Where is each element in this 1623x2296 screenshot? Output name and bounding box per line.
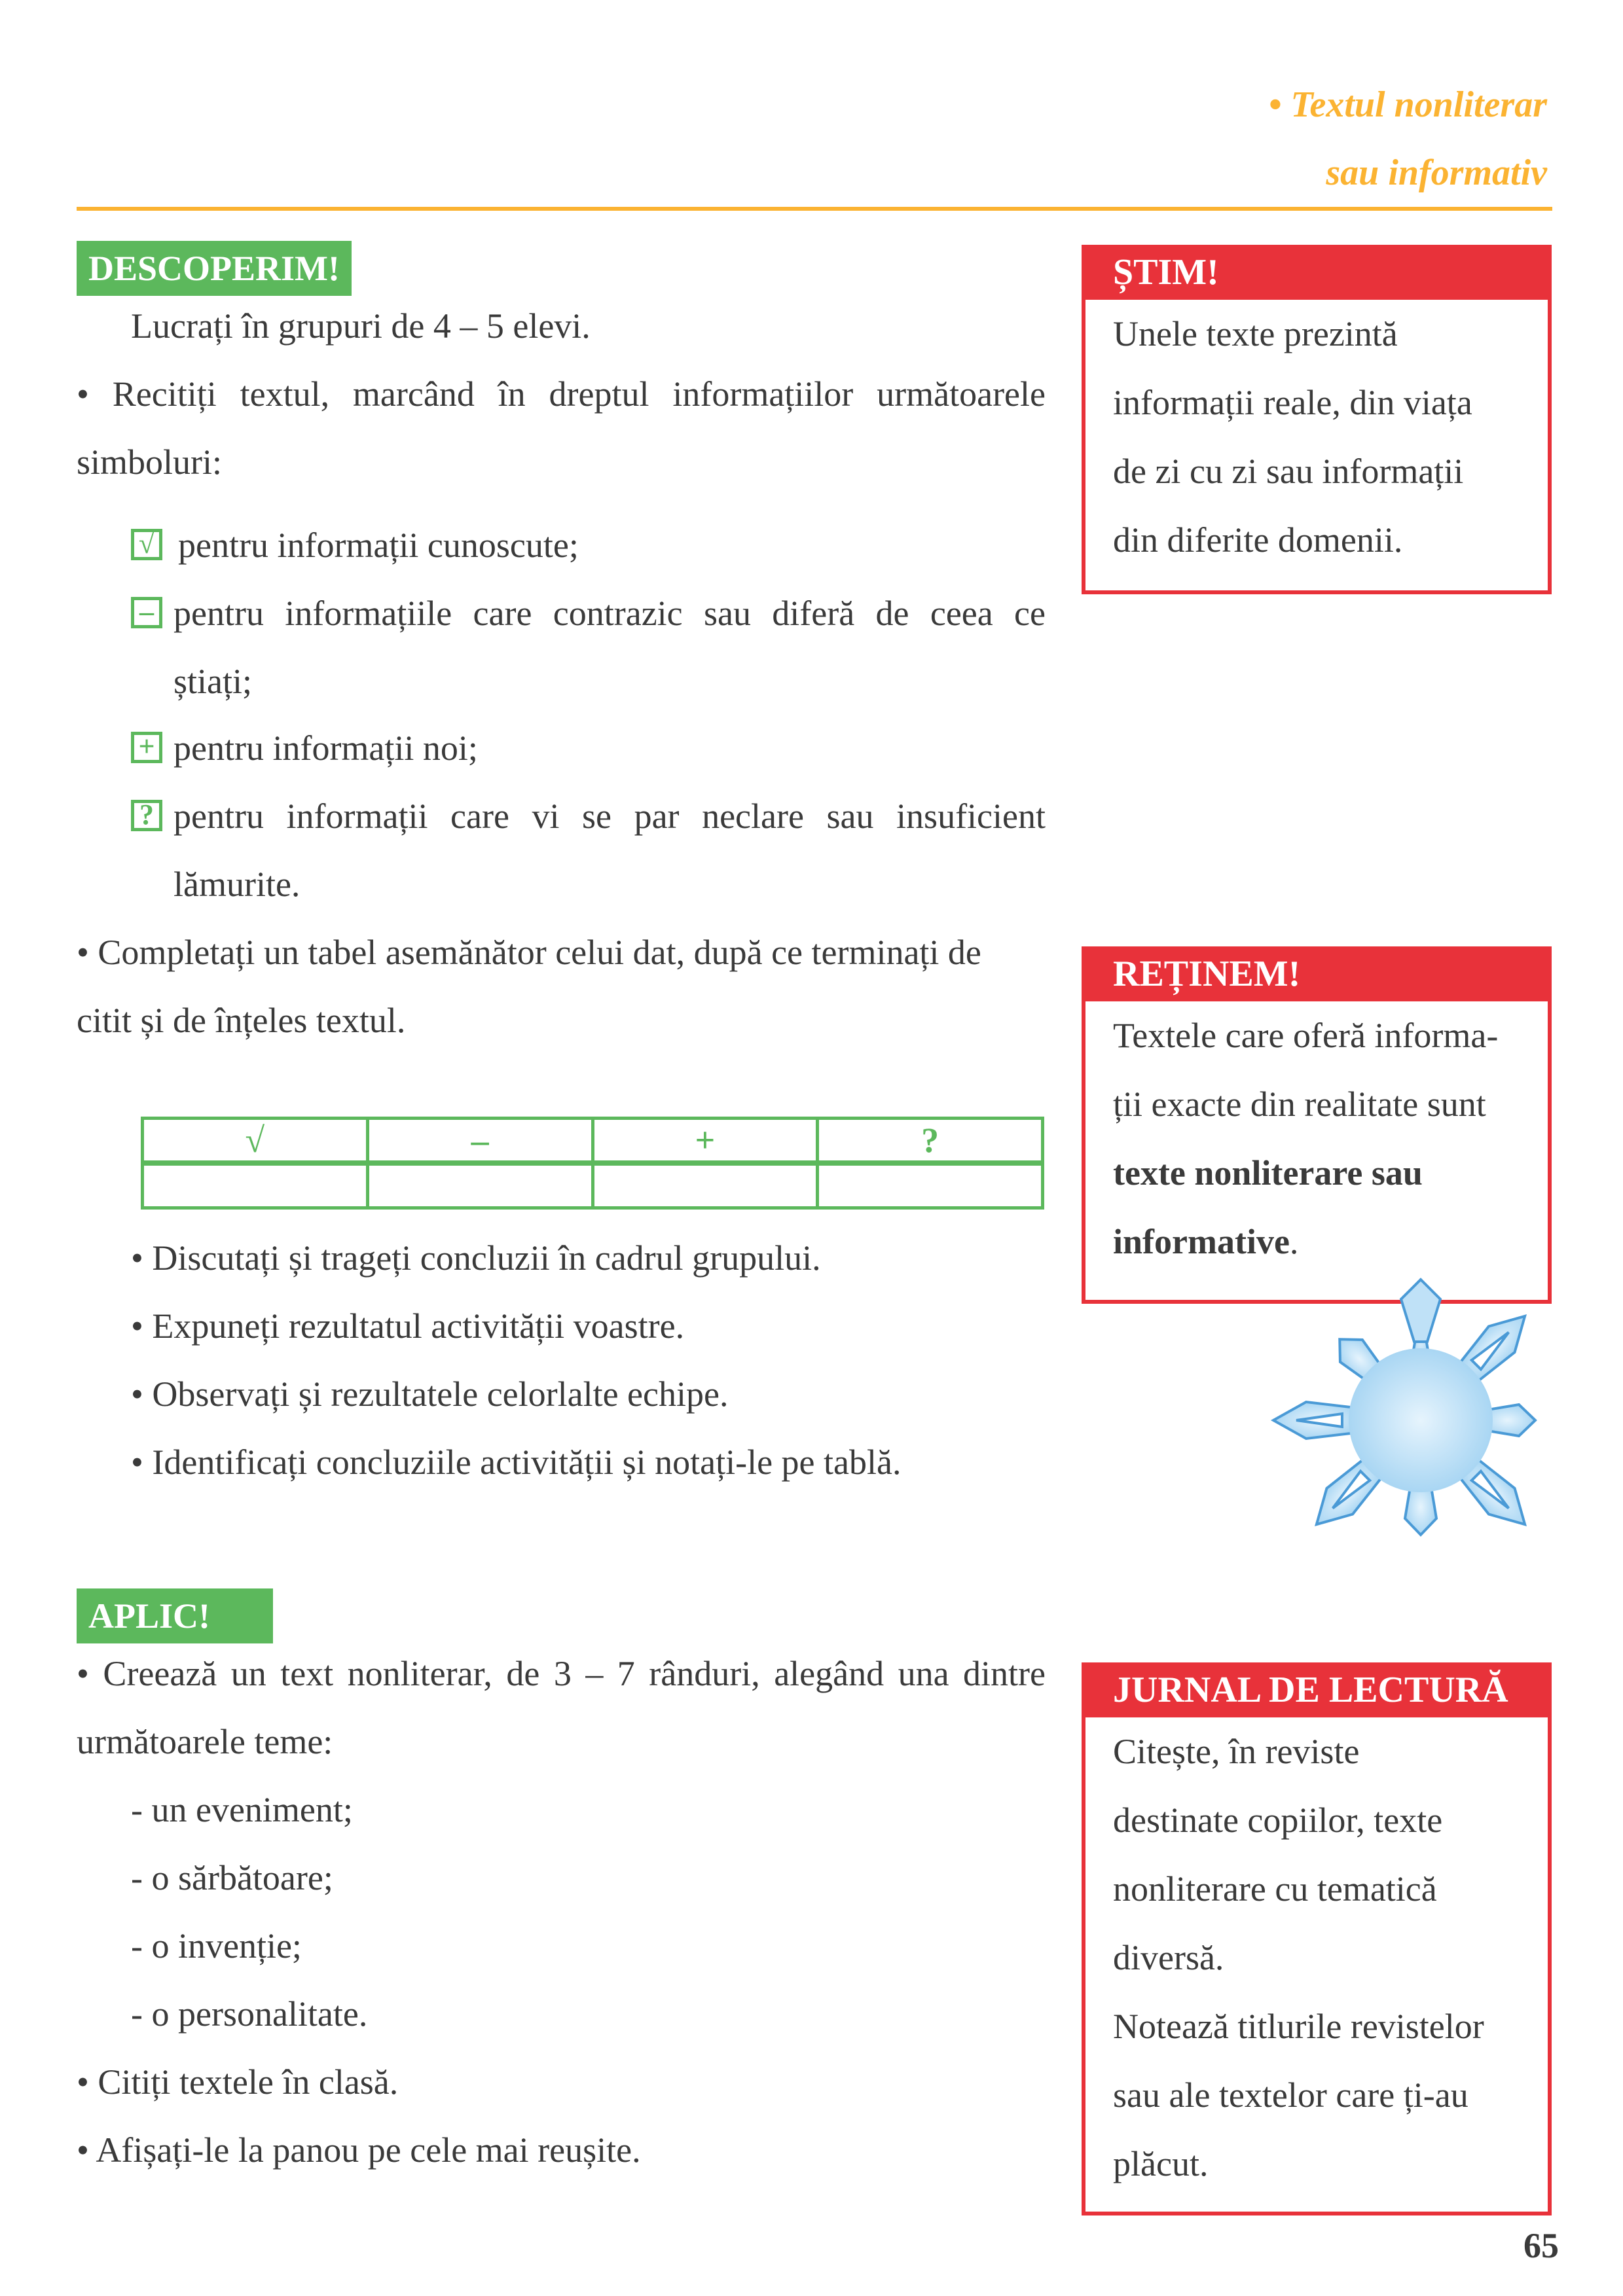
table-header-question: ? — [818, 1119, 1043, 1164]
symbol-item-question — [131, 800, 162, 831]
symbol-text-minus-line1: pentru informațiile care contrazic sau diferă de ceea ce — [173, 594, 1046, 633]
retinem-line: ții exacte din realitate sunt — [1113, 1085, 1486, 1124]
step-present: • Expuneți rezultatul activității voastre. — [131, 1306, 685, 1346]
question-icon: ? — [131, 800, 162, 831]
jurnal-line: Notează titlurile revistelor — [1113, 2007, 1484, 2046]
table-row — [143, 1163, 1043, 1208]
stim-body — [1085, 300, 1548, 575]
table-cell[interactable] — [367, 1163, 593, 1208]
jurnal-line: nonliterare cu tematică — [1113, 1869, 1437, 1909]
symbol-table — [141, 1117, 1044, 1210]
chapter-title-line1: • Textul nonliterar — [1268, 84, 1547, 125]
aplic-task-line1: • Creează un text nonliterar, de 3 – 7 rânduri, alegând una dintre — [77, 1654, 1046, 1693]
symbol-item-check — [131, 529, 162, 560]
aplic-step-read: • Citiți textele în clasă. — [77, 2062, 399, 2102]
descoperim-instruction-line1: • Recitiți textul, marcând în dreptul informațiilor următoarele — [77, 374, 1046, 414]
symbol-text-question-line2: lămurite. — [173, 865, 301, 904]
symbol-text-question-line1: pentru informații care vi se par neclare sau insuficient — [173, 797, 1046, 836]
table-header-plus: + — [593, 1119, 818, 1164]
step-identify: • Identificați concluziile activității și notați-le pe tablă. — [131, 1443, 902, 1482]
retinem-box — [1082, 946, 1552, 1304]
aplic-label: APLIC! — [77, 1588, 273, 1643]
chapter-title-line2: sau informativ — [1326, 152, 1547, 193]
table-instruction-line1: • Completați un tabel asemănător celui dat, după ce terminați de — [77, 933, 981, 972]
descoperim-intro: Lucrați în grupuri de 4 – 5 elevi. — [131, 306, 591, 346]
descoperim-label: DESCOPERIM! — [77, 241, 352, 296]
snowflake-icon — [1270, 1273, 1571, 1568]
plus-icon: + — [131, 732, 162, 763]
symbol-text-plus: pentru informații noi; — [173, 728, 478, 768]
table-header-check: √ — [143, 1119, 368, 1164]
stim-line: din diferite domenii. — [1113, 520, 1403, 560]
aplic-step-display: • Afișați-le la panou pe cele mai reușite. — [77, 2130, 641, 2170]
stim-label: ȘTIM! — [1082, 245, 1552, 300]
jurnal-line: plăcut. — [1113, 2144, 1209, 2183]
table-cell[interactable] — [818, 1163, 1043, 1208]
table-cell[interactable] — [143, 1163, 368, 1208]
header-divider — [77, 207, 1552, 211]
jurnal-line: Citește, în reviste — [1113, 1732, 1360, 1771]
check-icon: √ — [131, 529, 162, 560]
theme-item: - o invenție; — [131, 1926, 302, 1965]
minus-icon: – — [131, 597, 162, 628]
stim-box — [1082, 245, 1552, 594]
retinem-label: REȚINEM! — [1082, 946, 1552, 1001]
jurnal-label: JURNAL DE LECTURĂ — [1082, 1662, 1552, 1717]
symbol-text-minus-line2: știați; — [173, 662, 252, 701]
table-instruction-line2: citit și de înțeles textul. — [77, 1001, 406, 1040]
retinem-line: Textele care oferă informa- — [1113, 1016, 1499, 1055]
symbol-item-minus — [131, 597, 162, 628]
theme-item: - o sărbătoare; — [131, 1858, 333, 1897]
step-discuss: • Discutați și trageți concluzii în cadrul grupului. — [131, 1238, 821, 1278]
theme-item: - o personalitate. — [131, 1994, 368, 2034]
retinem-line — [1113, 1208, 1548, 1276]
stim-line: Unele texte prezintă — [1113, 314, 1398, 353]
descoperim-instruction-line2: simboluri: — [77, 442, 223, 482]
theme-item: - un eveniment; — [131, 1790, 353, 1829]
table-header-minus: – — [367, 1119, 593, 1164]
symbol-text-check: pentru informații cunoscute; — [178, 526, 579, 565]
table-header-row — [143, 1119, 1043, 1164]
jurnal-box — [1082, 1662, 1552, 2215]
jurnal-line: diversă. — [1113, 1938, 1224, 1977]
step-observe: • Observați și rezultatele celorlalte echipe. — [131, 1374, 729, 1414]
retinem-period: . — [1289, 1222, 1299, 1261]
page-number: 65 — [1523, 2226, 1559, 2265]
retinem-body — [1085, 1001, 1548, 1276]
symbol-item-plus — [131, 732, 162, 763]
jurnal-line: sau ale textelor care ți-au — [1113, 2075, 1468, 2115]
retinem-term-bold: informative — [1113, 1222, 1290, 1261]
jurnal-body — [1085, 1717, 1548, 2198]
stim-line: de zi cu zi sau informații — [1113, 452, 1464, 491]
aplic-task-line2: următoarele teme: — [77, 1722, 333, 1761]
retinem-line-bold: texte nonliterare sau — [1113, 1153, 1423, 1193]
table-cell[interactable] — [593, 1163, 818, 1208]
jurnal-line: destinate copiilor, texte — [1113, 1801, 1443, 1840]
stim-line: informații reale, din viața — [1113, 383, 1472, 422]
